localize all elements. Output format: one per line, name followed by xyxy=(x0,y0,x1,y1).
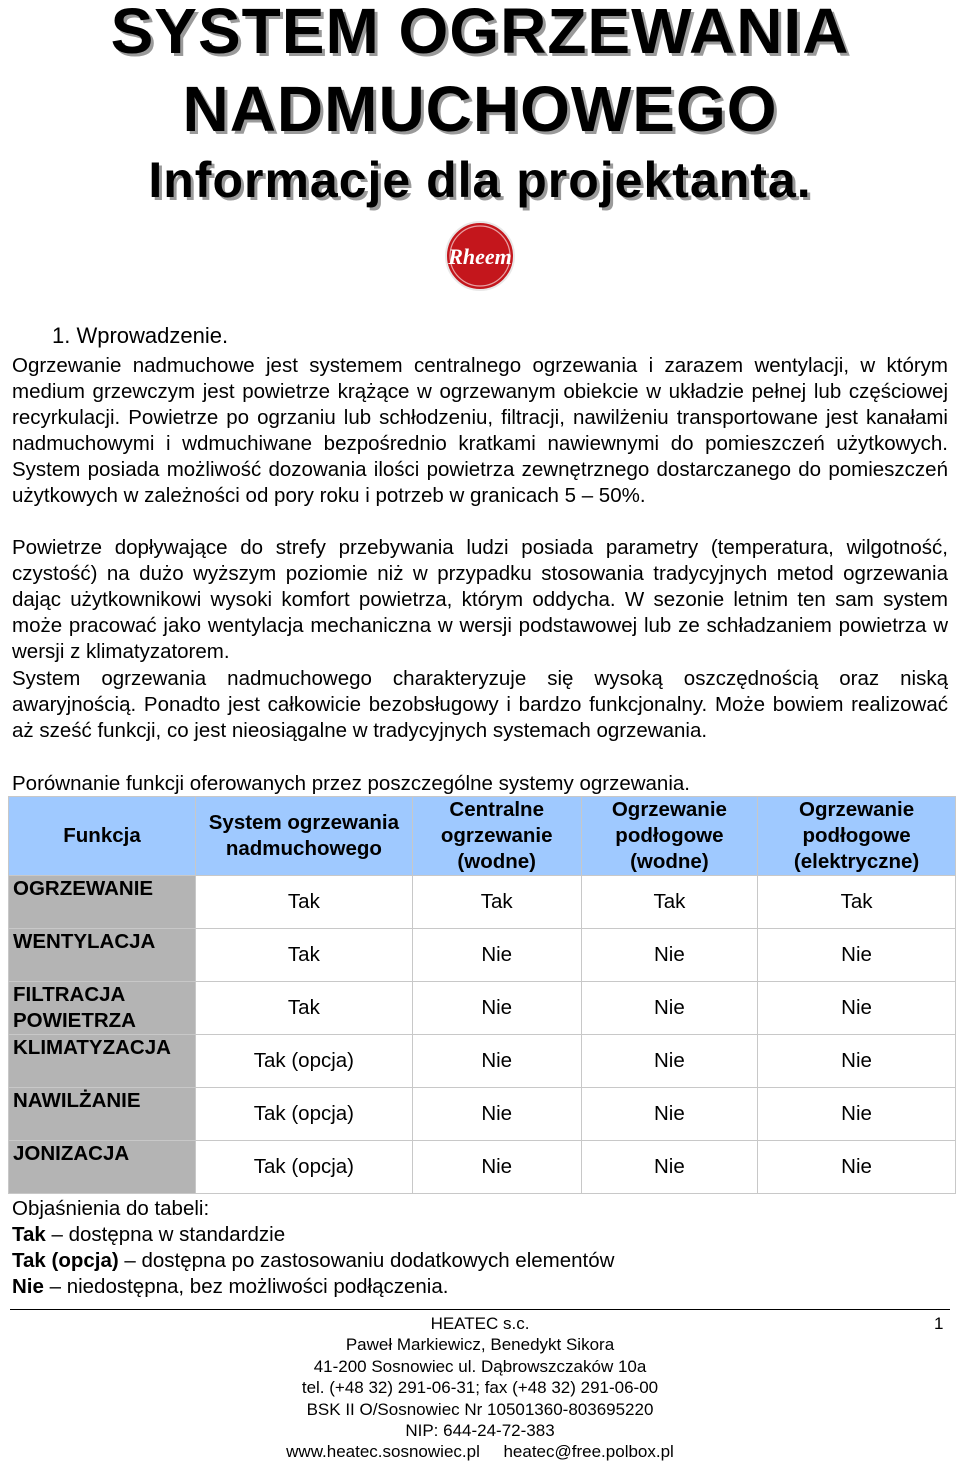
function-name: OGRZEWANIE xyxy=(9,876,196,929)
table-cell: Nie xyxy=(581,1141,757,1194)
section-heading: 1. Wprowadzenie. xyxy=(52,323,229,348)
table-cell: Nie xyxy=(581,1088,757,1141)
table-header-row xyxy=(9,797,956,876)
table-cell: Nie xyxy=(581,982,757,1035)
table-cell: Tak xyxy=(196,929,413,982)
footer-company: HEATEC s.c. xyxy=(430,1314,530,1333)
table-cell: Nie xyxy=(581,929,757,982)
legend-term: Nie xyxy=(12,1275,44,1298)
footer xyxy=(0,1313,960,1463)
footer-owners: Paweł Markiewicz, Benedykt Sikora xyxy=(345,1335,615,1355)
table-cell: Nie xyxy=(581,1035,757,1088)
table-cell: Nie xyxy=(758,1088,956,1141)
paragraph-air-parameters: Powietrze dopływające do strefy przebywania ludzi posiada parametry (temperatura, wilgotność, czystość) na dużo wyższym poziomie niż w przypadku stosowania tradycyjnych metod ogrzewania dając użytkownikowi wysoki komfort powietrza, którym oddycha. W sezonie letnim ten sam system może pracować jako wentylacja mechaniczna w wersji podstawowej lub ze schładzaniem powietrza w wersji z klimatyzatorem. xyxy=(12,536,948,663)
footer-web: www.heatec.sosnowiec.pl heatec@free.polbox.pl xyxy=(286,1442,674,1462)
legend-term: Tak xyxy=(12,1223,46,1246)
table-legend xyxy=(12,1196,614,1300)
legend-term: Tak (opcja) xyxy=(12,1249,119,1272)
table-row xyxy=(9,1141,956,1194)
function-name: JONIZACJA xyxy=(9,1141,196,1194)
comparison-table xyxy=(8,796,956,1194)
document-title-line-2: NADMUCHOWEGO xyxy=(182,73,778,145)
document-title-line-1: SYSTEM OGRZEWANIA xyxy=(110,0,850,67)
footer-address: 41-200 Sosnowiec ul. Dąbrowszczaków 10a xyxy=(313,1356,647,1376)
function-name: NAWILŻANIE xyxy=(9,1088,196,1141)
footer-phone: tel. (+48 32) 291-06-31; fax (+48 32) 291-06-00 xyxy=(301,1378,659,1398)
legend-desc: – dostępna w standardzie xyxy=(45,1223,286,1246)
paragraph-advantages: System ogrzewania nadmuchowego charakteryzuje się wysoką oszczędnością oraz niską awaryjnością. Ponadto jest całkowicie bezobsługowy i bardzo funkcjonalny. Może bowiem realizować aż sześć funkcji, co jest nieosiągalne w tradycyjnych systemach ogrzewania. xyxy=(12,667,948,742)
legend-item xyxy=(12,1248,614,1274)
header-podlogowe-elektryczne: Ogrzewanie podłogowe (elektryczne) xyxy=(758,797,956,876)
table-cell: Nie xyxy=(758,982,956,1035)
header-system-nadmuchowy: System ogrzewania nadmuchowego xyxy=(196,797,413,876)
legend-desc: – niedostępna, bez możliwości podłączenia. xyxy=(43,1275,449,1298)
function-name: FILTRACJA POWIETRZA xyxy=(9,982,196,1035)
table-row xyxy=(9,876,956,929)
function-name: KLIMATYZACJA xyxy=(9,1035,196,1088)
table-cell: Nie xyxy=(412,1088,581,1141)
legend-title: Objaśnienia do tabeli: xyxy=(12,1197,210,1220)
table-cell: Tak (opcja) xyxy=(196,1141,413,1194)
table-row xyxy=(9,1035,956,1088)
table-row xyxy=(9,929,956,982)
function-name: WENTYLACJA xyxy=(9,929,196,982)
table-cell: Tak xyxy=(412,876,581,929)
table-cell: Nie xyxy=(412,1035,581,1088)
document-subtitle: Informacje dla projektanta. xyxy=(148,152,812,208)
footer-divider xyxy=(10,1309,950,1310)
header-function: Funkcja xyxy=(9,797,196,876)
comparison-caption: Porównanie funkcji oferowanych przez poszczególne systemy ogrzewania. xyxy=(12,772,690,795)
footer-bank: BSK II O/Sosnowiec Nr 10501360-803695220 xyxy=(306,1399,654,1419)
table-cell: Nie xyxy=(758,1035,956,1088)
table-cell: Nie xyxy=(758,929,956,982)
table-cell: Nie xyxy=(412,1141,581,1194)
page-number: 1 xyxy=(934,1314,944,1333)
paragraph-intro: Ogrzewanie nadmuchowe jest systemem centralnego ogrzewania i zarazem wentylacji, w którym medium grzewczym jest powietrze krążące w ogrzewanym obiekcie w układzie pełnej lub częściowej recyrkulacji. Powietrze po ogrzaniu lub schłodzeniu, filtracji, nawilżeniu transportowane jest kanałami nadmuchowymi i wdmuchiwane bezpośrednio kratkami nawiewnymi do pomieszczeń użytkowych. System posiada możliwość dozowania ilości powietrza zewnętrznego dostarczanego do pomieszczeń użytkowych w zależności od pory roku i potrzeb w granicach 5 – 50%. xyxy=(12,354,948,507)
legend-item xyxy=(12,1274,614,1300)
footer-nip: NIP: 644-24-72-383 xyxy=(405,1421,555,1441)
table-row xyxy=(9,982,956,1035)
rheem-logo xyxy=(444,220,516,292)
legend-desc: – dostępna po zastosowaniu dodatkowych elementów xyxy=(118,1249,615,1272)
header-podlogowe-wodne: Ogrzewanie podłogowe (wodne) xyxy=(581,797,757,876)
logo-text: Rheem xyxy=(448,244,512,269)
table-cell: Tak xyxy=(196,982,413,1035)
table-cell: Tak (opcja) xyxy=(196,1035,413,1088)
table-row xyxy=(9,1088,956,1141)
table-cell: Tak (opcja) xyxy=(196,1088,413,1141)
header-centralne: Centralne ogrzewanie (wodne) xyxy=(412,797,581,876)
table-cell: Tak xyxy=(758,876,956,929)
table-cell: Nie xyxy=(412,982,581,1035)
legend-item xyxy=(12,1222,614,1248)
table-cell: Tak xyxy=(196,876,413,929)
table-cell: Tak xyxy=(581,876,757,929)
table-cell: Nie xyxy=(758,1141,956,1194)
table-cell: Nie xyxy=(412,929,581,982)
